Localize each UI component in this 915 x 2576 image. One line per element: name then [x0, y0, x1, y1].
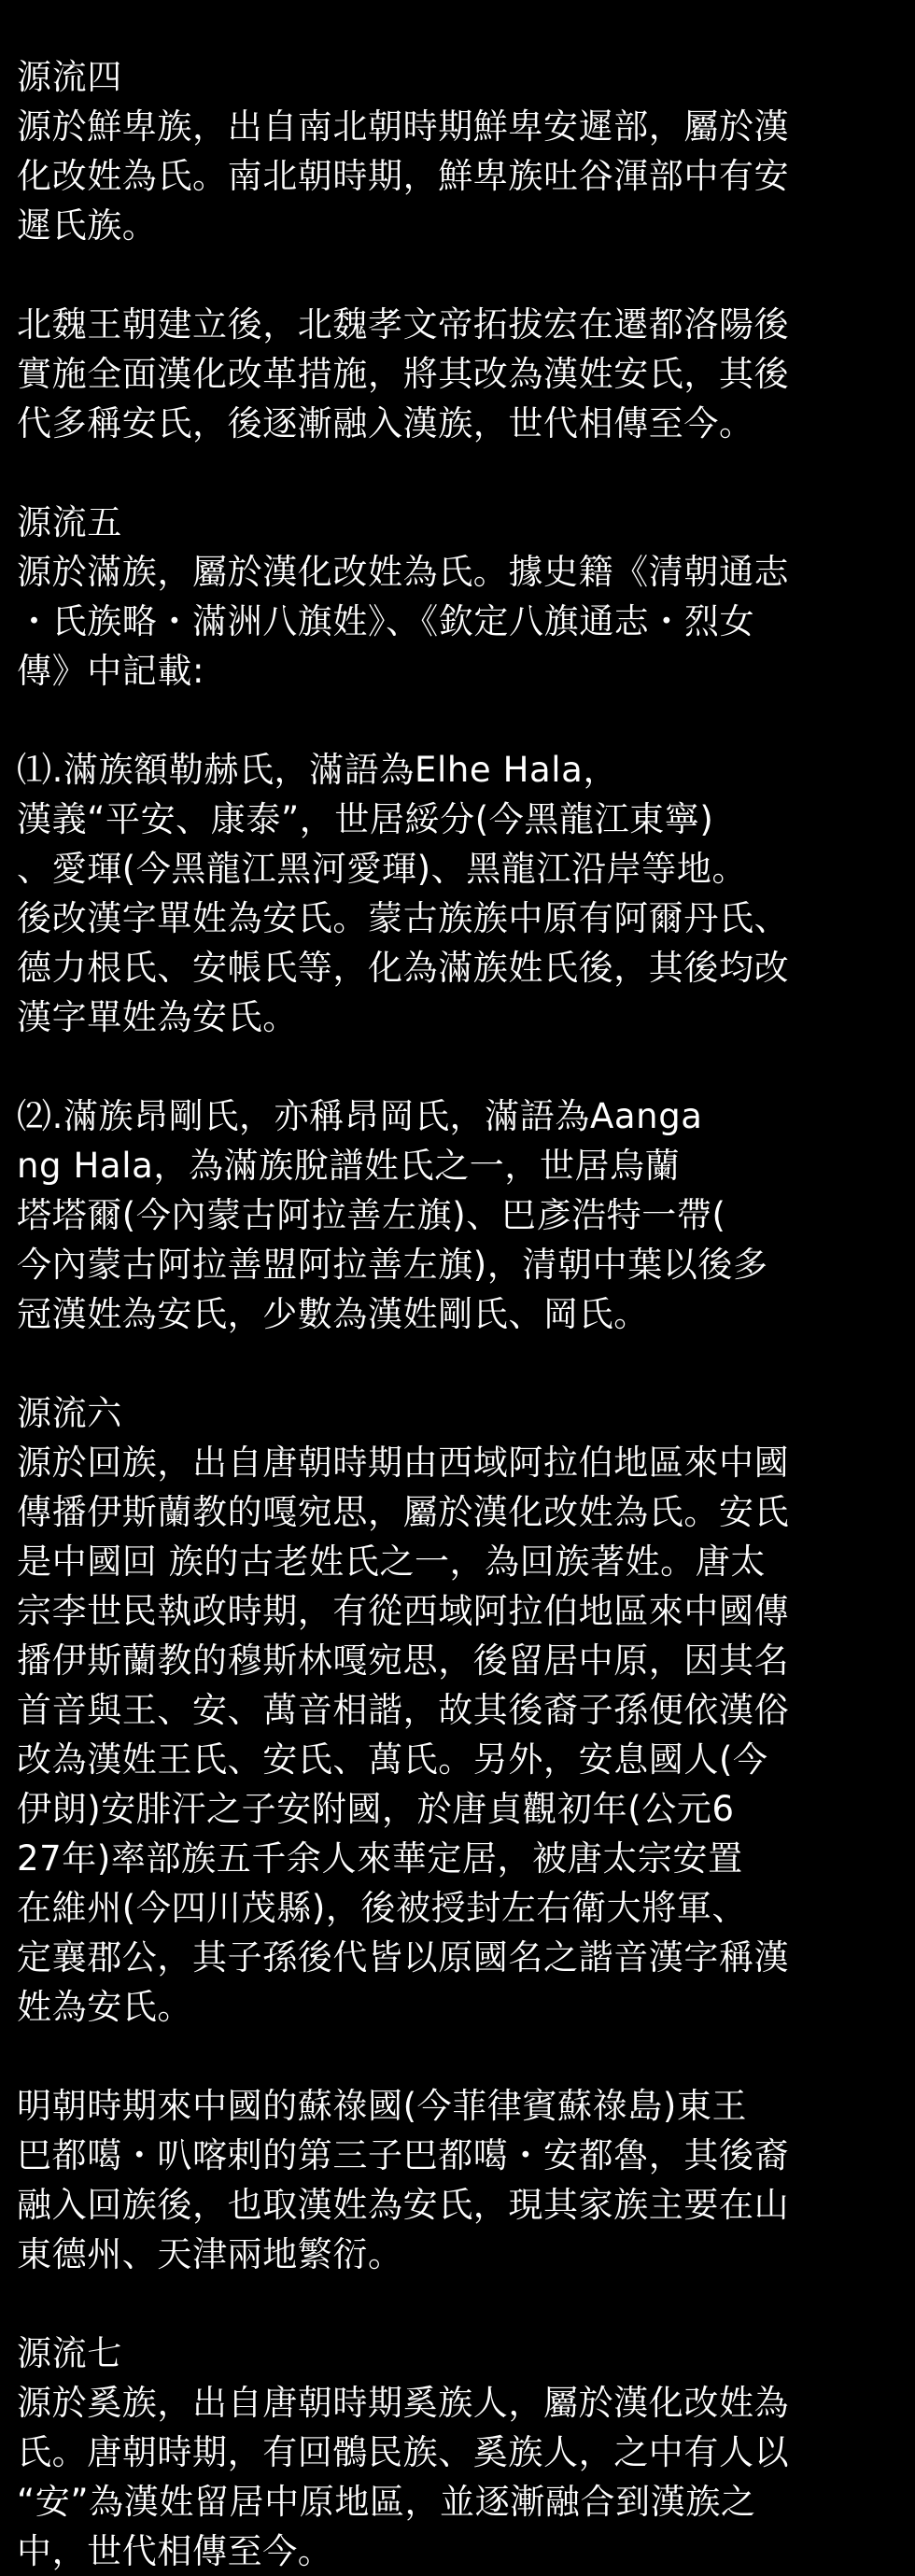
text-line: ・氏族略・滿洲八旗姓》、《欽定八旗通志・烈女: [17, 601, 755, 641]
text-line: “安”為漢姓留居中原地區，並逐漸融合到漢族之: [17, 2482, 756, 2522]
paragraph: [17, 1091, 904, 1339]
text-line: ⑵.滿族昂剛氏，亦稱昂岡氏，滿語為Aanga: [17, 1096, 703, 1136]
paragraph-gap: [17, 448, 904, 498]
text-line: 後改漢字單姓為安氏。蒙古族族中原有阿爾丹氏、: [17, 898, 790, 938]
text-line: 源流五: [17, 502, 122, 542]
text-line: 德力根氏、安帳氏等，化為滿族姓氏後，其後均改: [17, 948, 790, 988]
paragraph: [17, 745, 904, 1042]
text-line: 北魏王朝建立後，北魏孝文帝拓拔宏在遷都洛陽後: [17, 304, 790, 345]
paragraph: [17, 300, 904, 448]
text-line: 姓為安氏。: [17, 1987, 192, 2027]
text-line: 在維州(今四川茂縣)，後被授封左右衛大將軍、: [17, 1888, 748, 1928]
text-line: 、愛琿(今黑龍江黑河愛琿)、黑龍江沿岸等地。: [17, 849, 748, 889]
text-line: 中，世代相傳至今。: [17, 2531, 333, 2571]
text-line: 漢字單姓為安氏。: [17, 997, 298, 1037]
text-line: 首音與王、安、萬音相諧，故其後裔子孫便依漢俗: [17, 1690, 790, 1730]
text-line: 源於奚族，出自唐朝時期奚族人，屬於漢化改姓為: [17, 2383, 790, 2423]
text-line: 實施全面漢化改革措施，將其改為漢姓安氏，其後: [17, 354, 790, 394]
text-line: 傳播伊斯蘭教的嘎宛思，屬於漢化改姓為氏。安氏: [17, 1492, 790, 1532]
text-line: 融入回族後，也取漢姓為安氏，現其家族主要在山: [17, 2185, 790, 2225]
text-line: 是中國回 族的古老姓氏之一，為回族著姓。唐太: [17, 1541, 766, 1582]
text-line: 伊朗)安腓汗之子安附國，於唐貞觀初年(公元6: [17, 1789, 735, 1829]
text-line: 源流六: [17, 1393, 122, 1433]
text-line: ⑴.滿族額勒赫氏，滿語為Elhe Hala，: [17, 750, 619, 790]
paragraph-gap: [17, 2279, 904, 2329]
paragraph-gap: [17, 696, 904, 745]
text-line: 源於鮮卑族，出自南北朝時期鮮卑安遲部，屬於漢: [17, 106, 790, 147]
paragraph-gap: [17, 1042, 904, 1091]
text-line: 塔塔爾(今內蒙古阿拉善左旗)、巴彥浩特一帶(: [17, 1195, 726, 1235]
text-line: 氏。唐朝時期，有回鶻民族、奚族人，之中有人以: [17, 2432, 790, 2472]
text-line: 改為漢姓王氏、安氏、萬氏。另外，安息國人(今: [17, 1739, 768, 1780]
text-line: 今內蒙古阿拉善盟阿拉善左旗)，清朝中葉以後多: [17, 1245, 768, 1285]
text-line: 源流七: [17, 2333, 122, 2373]
paragraph-gap: [17, 2032, 904, 2081]
text-line: 冠漢姓為安氏，少數為漢姓剛氏、岡氏。: [17, 1294, 649, 1334]
text-line: 化改姓為氏。南北朝時期，鮮卑族吐谷渾部中有安: [17, 156, 790, 196]
document-body: [17, 52, 904, 2576]
paragraph-gap: [17, 250, 904, 300]
paragraph: [17, 2329, 904, 2576]
text-line: 遲氏族。: [17, 205, 158, 246]
text-line: 27年)率部族五千余人來華定居，被唐太宗安置: [17, 1838, 743, 1879]
paragraph: [17, 1388, 904, 2032]
text-line: 源於回族，出自唐朝時期由西域阿拉伯地區來中國: [17, 1443, 790, 1483]
text-line: 定襄郡公，其子孫後代皆以原國名之諧音漢字稱漢: [17, 1937, 790, 1978]
text-line: ng Hala，為滿族脫譜姓氏之一，世居烏蘭: [17, 1146, 681, 1186]
text-line: 東德州、天津兩地繁衍。: [17, 2234, 403, 2274]
text-line: 代多稱安氏，後逐漸融入漢族，世代相傳至今。: [17, 403, 754, 443]
text-line: 播伊斯蘭教的穆斯林嘎宛思，後留居中原，因其名: [17, 1640, 790, 1681]
paragraph: [17, 2081, 904, 2279]
text-line: 源於滿族，屬於漢化改姓為氏。據史籍《清朝通志: [17, 552, 790, 592]
text-line: 明朝時期來中國的蘇祿國(今菲律賓蘇祿島)東王: [17, 2086, 748, 2126]
paragraph-gap: [17, 1339, 904, 1388]
text-line: 傳》中記載:: [17, 651, 205, 691]
text-line: 宗李世民執政時期，有從西域阿拉伯地區來中國傳: [17, 1591, 790, 1631]
text-line: 巴都噶・叭喀剌的第三子巴都噶・安都魯，其後裔: [17, 2135, 790, 2175]
paragraph: [17, 52, 904, 250]
text-line: 漢義“平安、康泰”，世居綏分(今黑龍江東寧): [17, 799, 714, 839]
paragraph: [17, 498, 904, 696]
text-line: 源流四: [17, 57, 122, 97]
